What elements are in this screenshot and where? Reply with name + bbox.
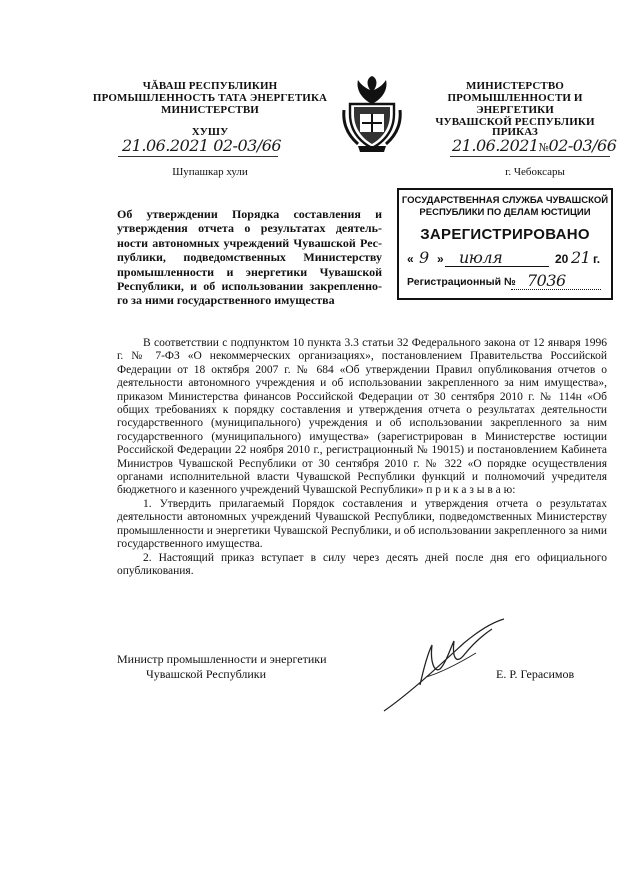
left-place: Шупашкар хули [172,166,248,178]
stamp-reg-label: Регистрационный № [407,276,516,288]
signatory-name: Е. Р. Герасимов [496,667,575,681]
body-preamble: В соответствии с подпунктом 10 пункта 3.3 статьи 32 Федерального закона от 12 января 1996 г. № 7-ФЗ «О некоммерческих организациях», постановлением Правительства Российской Федерации от 18 октября 2007 г. № 684 «Об утверждении Правил опубликования отчетов о деятельности автономного учреждения и об использовании закрепленного за ним имущества», приказом Министерства финансов Российской Федерации от 30 сентября 2010 г. № 114н «Об общих требованиях к порядку составления и утверждения отчета о результатах деятельности государственного (муниципального) учреждения и об использовании закрепленного за ним государственного (муниципального) имущества» (зарегистрирован в Министерстве юстиции Российской Федерации 22 ноября 2010 г., регистрационный № 19015) и постановлением Кабинета Министров Чувашской Республики от 30 сентября 2010 г. № 322 «О порядке осуществления органами исполнительной власти Чувашской Республики функций и полномочий учредителя бюджетного и казенного учреждений Чувашской Республики» п р и к а з ы в а ю: [117,337,607,497]
document-subject: Об утверждении Порядка составления и утверждения отчета о результатах деятель- ности автономных учреждений Чувашской Рес- публики, подведомственных Министерству промышленности и энергетики Чувашской Республики, и об использовании закрепленно- го за ними государственного имущества [117,207,382,308]
signatory-position-line2: Чувашской Республики [146,667,267,681]
stamp-reg-number: 7036 [527,271,566,290]
body-item-2: 2. Настоящий приказ вступает в силу через десять дней после дня его официального опубликования. [117,551,607,577]
right-place: г. Чебоксары [505,166,565,178]
body-item-1: 1. Утвердить прилагаемый Порядок составления и утверждения отчета о результатах деятельности автономных учреждений Чувашской Республики, подведомственных Министерству промышленности и энергетики Чувашской Республики, и об использовании закрепленного за ними государственного имущества. [117,497,607,551]
left-org-name: ЧĂВАШ РЕСПУБЛИКИН ПРОМЫШЛЕННОСТЬ ТАТА ЭНЕРГЕТИКА МИНИСТЕРСТВИ [92,80,328,116]
right-doc-type: ПРИКАЗ [492,126,538,138]
stamp-year: 21 [571,248,591,267]
stamp-agency-line1: ГОСУДАРСТВЕННАЯ СЛУЖБА ЧУВАШСКОЙ [401,195,609,206]
left-handwritten-date-number: 21.06.2021 02-03/66 [122,136,282,155]
stamp-year-prefix: 20 [555,252,569,266]
stamp-reg-row [407,271,607,292]
stamp-year-suffix: г. [593,252,601,266]
stamp-date-row: « 9 » июля 20 21 г. [407,248,601,267]
stamp-registered-label: ЗАРЕГИСТРИРОВАНО [420,226,590,243]
stamp-month: июля [459,248,503,267]
handwritten-signature [380,615,520,715]
stamp-agency-line2: РЕСПУБЛИКИ ПО ДЕЛАМ ЮСТИЦИИ [419,207,591,218]
right-underline [450,156,610,157]
right-handwritten-date-number: 21.06.2021№02-03/66 [452,136,617,155]
document-body [117,337,607,578]
coat-of-arms-emblem [340,74,404,154]
signatory-position-line1: Министр промышленности и энергетики [117,652,327,666]
stamp-day: 9 [419,248,429,267]
registration-stamp [397,188,613,300]
right-org-name: МИНИСТЕРСТВО ПРОМЫШЛЕННОСТИ И ЭНЕРГЕТИКИ ЧУВАШСКОЙ РЕСПУБЛИКИ [435,80,595,128]
left-underline [118,156,278,157]
left-doc-type: ХУШУ [191,126,229,138]
